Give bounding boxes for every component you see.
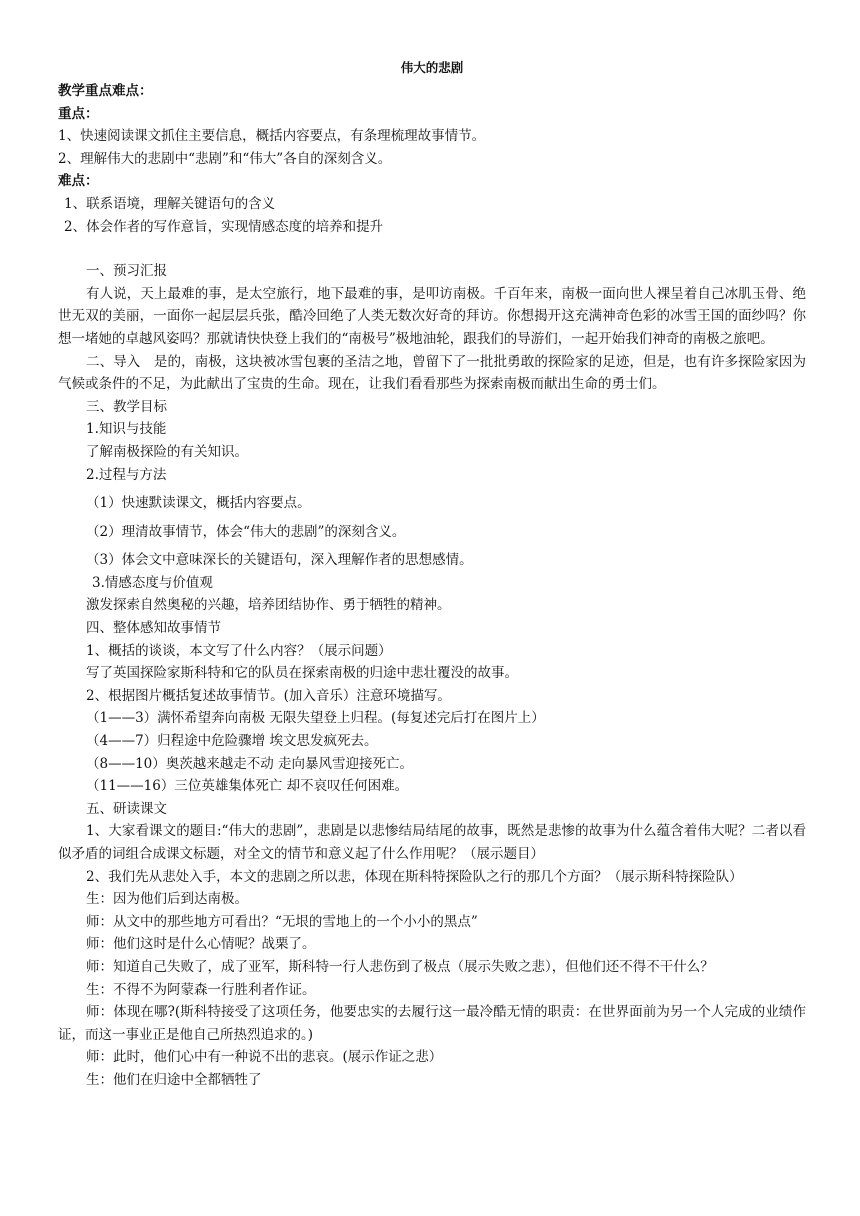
goal-1-text: 了解南极探险的有关知识。 bbox=[86, 443, 248, 460]
dialogue-line: 师：此时，他们心中有一种说不出的悲哀。(展示作证之悲） bbox=[86, 1049, 443, 1066]
spacer bbox=[58, 238, 806, 260]
dialogue-line: 生：因为他们后到达南极。 bbox=[86, 891, 248, 908]
goal-2-item-1: （1）快速默读课文，概括内容要点。 bbox=[86, 495, 311, 512]
difficult-heading: 难点： bbox=[58, 173, 99, 190]
focus-heading: 教学重点难点： bbox=[58, 83, 153, 99]
dialogue-line: 生：不得不为阿蒙森一行胜利者作证。 bbox=[86, 981, 316, 998]
section-1-heading: 一、预习汇报 bbox=[86, 263, 167, 280]
section-2-paragraph: 二、导入 是的，南极，这块被冰雪包裹的圣洁之地，曾留下了一批批勇敢的探险家的足迹，但是，也有许多探险家因为气候或条件的不足，为此献出了宝贵的生命。现在，让我们看看那些为探索南极而献出生命的勇士们。 bbox=[58, 353, 806, 393]
section-4-line: 2、根据图片概括复述故事情节。(加入音乐）注意环境描写。 bbox=[86, 687, 451, 704]
section-5-paragraph-2: 2、我们先从悲处入手，本文的悲剧之所以悲，体现在斯科特探险队之行的那几个方面？（展示斯科特探险队） bbox=[86, 868, 743, 885]
goal-2-item-3: （3）体会文中意味深长的关键语句，深入理解作者的思想感情。 bbox=[86, 552, 473, 569]
section-4-line: （1——3）满怀希望奔向南极 无限失望登上归程。(每复述完后打在图片上） bbox=[86, 710, 545, 727]
section-4-line: （11——16）三位英雄集体死亡 却不哀叹任何困难。 bbox=[86, 778, 409, 795]
goal-1-heading: 1.知识与技能 bbox=[86, 421, 167, 438]
goal-3-text: 激发探索自然奥秘的兴趣，培养团结协作、勇于牺牲的精神。 bbox=[86, 597, 451, 614]
dialogue-paragraph: 师：体现在哪?(斯科特接受了这项任务，他要忠实的去履行这一最冷酷无情的职责：在世界面前为另一个人完成的业绩作证，而这一事业正是他自己所热烈追求的。) bbox=[58, 1004, 806, 1043]
section-4-line: （8——10）奥茨越来越走不动 走向暴风雪迎接死亡。 bbox=[86, 755, 414, 772]
section-4-line: 1、概括的谈谈，本文写了什么内容？（展示问题） bbox=[86, 642, 392, 659]
section-3-heading: 三、教学目标 bbox=[86, 398, 167, 415]
dialogue-line: 师：他们这时是什么心情呢？战栗了。 bbox=[86, 936, 316, 953]
document-page bbox=[58, 58, 806, 1092]
section-4-line: （4——7）归程途中危险骤增 埃文思发疯死去。 bbox=[86, 733, 378, 750]
section-1-paragraph: 有人说，天上最难的事，是太空旅行，地下最难的事，是叩访南极。千百年来，南极一面向世人裸呈着自己冰肌玉骨、绝世无双的美丽，一面你一起层层兵张，酷冷回绝了人类无数次好奇的拜访。你想揭开这充满神奇色彩的冰雪王国的面纱吗？你想一堵她的卓越风姿吗？那就请快快登上我们的“南极号”极地油轮，跟我们的导游们，一起开始我们神奇的南极之旅吧。 bbox=[58, 285, 806, 347]
dialogue-line: 生：他们在归途中全都牺牲了 bbox=[86, 1071, 262, 1088]
section-5-paragraph-1: 1、大家看课文的题目:“伟大的悲剧”，悲剧是以悲惨结局结尾的故事，既然是悲惨的故事为什么蕴含着伟大呢？二者以看似矛盾的词组合成课文标题，对全文的情节和意义起了什么作用呢？（展示题目） bbox=[58, 823, 806, 862]
key-point-2: 2、理解伟大的悲剧中“悲剧”和“伟大”各自的深刻含义。 bbox=[58, 150, 392, 167]
goal-2-heading: 2.过程与方法 bbox=[86, 466, 167, 483]
section-4-heading: 四、整体感知故事情节 bbox=[86, 620, 221, 637]
section-4-line: 写了英国探险家斯科特和它的队员在探索南极的归途中悲壮覆没的故事。 bbox=[86, 665, 518, 682]
difficult-point-1: 1、联系语境，理解关键语句的含义 bbox=[64, 195, 276, 212]
document-title: 伟大的悲剧 bbox=[400, 60, 464, 75]
goal-2-item-2: （2）理清故事情节，体会“伟大的悲剧”的深刻含义。 bbox=[86, 523, 406, 540]
goal-3-heading: 3.情感态度与价值观 bbox=[92, 574, 213, 591]
dialogue-line: 师：知道自己失败了，成了亚军，斯科特一行人悲伤到了极点（展示失败之悲），但他们还不得不干什么？ bbox=[86, 958, 714, 975]
key-point-1: 1、快速阅读课文抓住主要信息，概括内容要点，有条理梳理故事情节。 bbox=[58, 128, 486, 145]
dialogue-line: 师：从文中的那些地方可看出？“无垠的雪地上的一个小小的黑点” bbox=[86, 913, 478, 930]
key-heading: 重点： bbox=[58, 105, 99, 122]
difficult-point-2: 2、体会作者的写作意旨，实现情感态度的培养和提升 bbox=[64, 218, 384, 235]
section-5-heading: 五、研读课文 bbox=[86, 800, 167, 817]
